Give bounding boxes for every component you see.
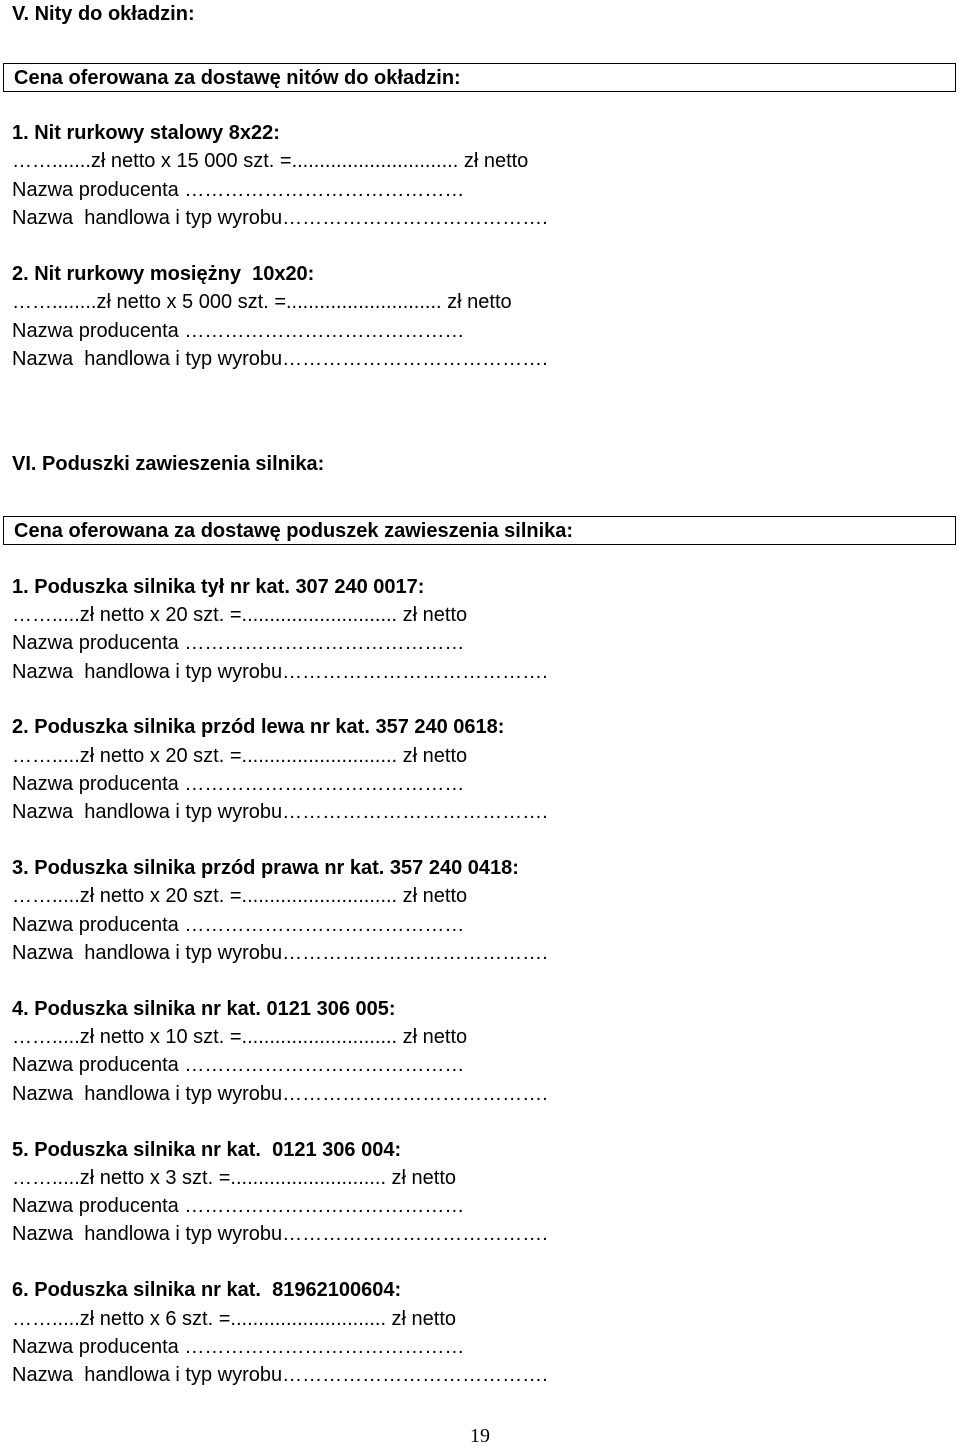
item-title: 1. Poduszka silnika tył nr kat. 307 240 0017: [12,576,425,598]
section-title-box [3,63,956,92]
producer-line: Nazwa producenta …………………………………… [12,632,465,654]
price-line: …….....zł netto x 10 szt. =............................ zł netto [12,1026,468,1048]
item-title: 1. Nit rurkowy stalowy 8x22: [12,122,280,144]
price-line: …….....zł netto x 3 szt. =............................ zł netto [12,1167,457,1189]
price-line: …….....zł netto x 20 szt. =............................ zł netto [12,745,468,767]
price-line: …….....zł netto x 20 szt. =............................ zł netto [12,604,468,626]
item-title: 6. Poduszka silnika nr kat. 81962100604: [12,1279,402,1301]
trade-name-line: Nazwa handlowa i typ wyrobu…………………………………. [12,207,548,229]
trade-name-line: Nazwa handlowa i typ wyrobu…………………………………. [12,942,548,964]
price-line: …….....zł netto x 6 szt. =............................ zł netto [12,1308,457,1330]
trade-name-line: Nazwa handlowa i typ wyrobu…………………………………. [12,1364,548,1386]
item-title: 2. Nit rurkowy mosiężny 10x20: [12,263,315,285]
item-title: 3. Poduszka silnika przód prawa nr kat. 357 240 0418: [12,857,519,879]
trade-name-line: Nazwa handlowa i typ wyrobu…………………………………. [12,1083,548,1105]
page-number: 19 [470,1425,490,1447]
section-title-box [3,516,956,545]
producer-line: Nazwa producenta …………………………………… [12,1336,465,1358]
trade-name-line: Nazwa handlowa i typ wyrobu…………………………………. [12,348,548,370]
producer-line: Nazwa producenta …………………………………… [12,179,465,201]
price-line: …….....zł netto x 20 szt. =............................ zł netto [12,885,468,907]
producer-line: Nazwa producenta …………………………………… [12,1195,465,1217]
section-box-title: Cena oferowana za dostawę poduszek zawieszenia silnika: [14,520,574,542]
price-line: …….......zł netto x 15 000 szt. =.............................. zł netto [12,150,529,172]
producer-line: Nazwa producenta …………………………………… [12,1054,465,1076]
section-heading: VI. Poduszki zawieszenia silnika: [12,453,325,475]
producer-line: Nazwa producenta …………………………………… [12,320,465,342]
price-line: ……........zł netto x 5 000 szt. =............................ zł netto [12,291,512,313]
trade-name-line: Nazwa handlowa i typ wyrobu…………………………………. [12,661,548,683]
section-box-title: Cena oferowana za dostawę nitów do okładzin: [14,67,461,89]
trade-name-line: Nazwa handlowa i typ wyrobu…………………………………. [12,1223,548,1245]
producer-line: Nazwa producenta …………………………………… [12,914,465,936]
item-title: 2. Poduszka silnika przód lewa nr kat. 357 240 0618: [12,716,505,738]
producer-line: Nazwa producenta …………………………………… [12,773,465,795]
item-title: 5. Poduszka silnika nr kat. 0121 306 004: [12,1139,402,1161]
item-title: 4. Poduszka silnika nr kat. 0121 306 005: [12,998,396,1020]
section-heading: V. Nity do okładzin: [12,3,195,25]
trade-name-line: Nazwa handlowa i typ wyrobu…………………………………. [12,801,548,823]
